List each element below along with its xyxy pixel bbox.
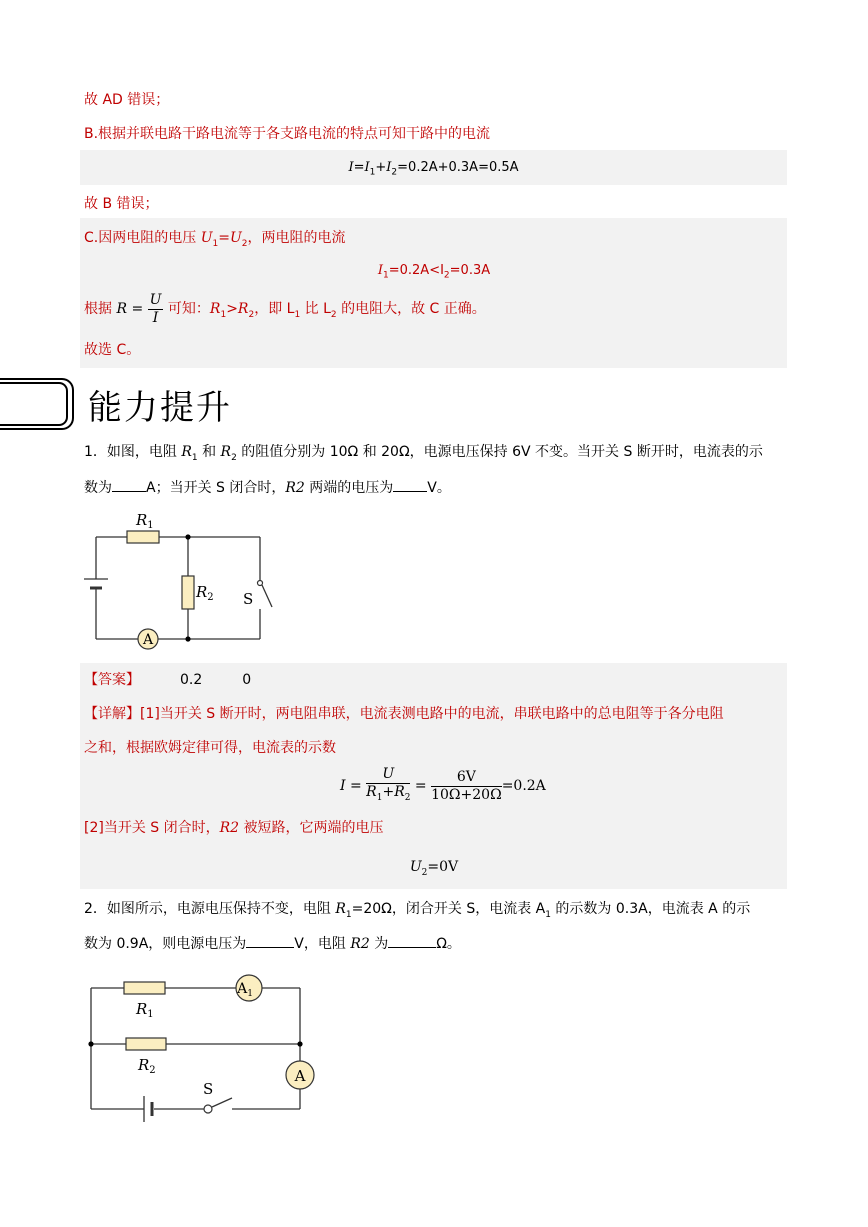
q1-detail-line2: 之和，根据欧姆定律可得，电流表的示数 (84, 740, 336, 756)
q2-blank-2[interactable] (388, 933, 436, 948)
fraction-6v-over-30ohm: $\frac{6V}{10\Omega+20\Omega}$ (431, 768, 502, 803)
section-heading-box-inner (0, 382, 68, 426)
q1-answer-2: 0 (242, 672, 252, 688)
junction-dot (185, 636, 190, 641)
q1-answer-row: 【答案】 0.2 0 (84, 672, 252, 688)
q2-blank-1[interactable] (246, 933, 294, 948)
q1-stem-line2: 数为 A；当开关 S 闭合时，R2 两端的电压为 V。 (84, 477, 451, 498)
q2-stem-line1: 2．如图所示，电源电压保持不变，电阻 $R_1=20\Omega$，闭合开关 S，电流表 $A_1$ 的示数为 0.3A，电流表 A 的示 (84, 901, 751, 920)
label-r1: $R_1$ (136, 1000, 154, 1020)
ammeter-label: A (142, 632, 154, 648)
label-r2: $R_2$ (138, 1056, 156, 1076)
resistor-r2 (182, 576, 194, 609)
solution-line-ad: 故 AD 错误； (84, 92, 170, 108)
junction-dot (88, 1041, 93, 1046)
ammeter-a-label: A (294, 1067, 306, 1085)
solution-line-c: C.因两电阻的电压 $U_1=U_2$，两电阻的电流 (84, 230, 346, 249)
equation-total-current: $I=I_1+I_2=0.2A+0.3A=0.5A$ (348, 160, 519, 178)
label-switch-s: S (203, 1080, 214, 1098)
solution-final-choice: 故选 C。 (84, 342, 141, 358)
q1-equation-u2: $U_2=0V$ (409, 859, 459, 878)
switch-contact (258, 581, 263, 586)
junction-dot (185, 534, 190, 539)
solution-line-b-wrong: 故 B 错误； (84, 196, 159, 212)
equation-branch-currents: $I_1=0.2A<I_2=0.3A$ (377, 263, 491, 281)
label-r1: $R_1$ (136, 511, 154, 531)
q1-equation-ohm: I = $\frac{U}{R_1+R_2}$ = $\frac{6V}{10\Omega+20\Omega}$ =0.2A (340, 764, 546, 808)
equation-shade-1 (80, 150, 787, 185)
fraction-u-over-r: $\frac{U}{R_1+R_2}$ (366, 765, 411, 803)
q2-stem-line2: 数为 0.9A，则电源电压为 V，电阻 R2 为 Ω。 (84, 933, 461, 954)
resistor-r1 (124, 982, 165, 994)
q1-blank-2[interactable] (393, 477, 427, 492)
resistor-r2 (126, 1038, 166, 1050)
junction-dot (297, 1041, 302, 1046)
q1-blank-1[interactable] (112, 477, 146, 492)
q1-detail-line3: [2]当开关 S 闭合时，R2 被短路，它两端的电压 (84, 820, 384, 836)
formula-r-u-over-i: $\frac{U}{I}$ (149, 291, 162, 326)
label-r2: $R_2$ (196, 583, 214, 603)
section-heading: 能力提升 (88, 388, 232, 428)
q1-answer-1: 0.2 (180, 672, 203, 688)
q1-circuit-diagram (80, 505, 290, 655)
q1-stem-line1: 1．如图，电阻 $R_1$ 和 $R_2$ 的阻值分别为 10Ω 和 20Ω，电源电压保持 6V 不变。当开关 S 断开时，电流表的示 (84, 444, 763, 463)
resistor-r1 (127, 531, 159, 543)
q1-detail-line1: 【详解】[1]当开关 S 断开时，两电阻串联，电流表测电路中的电流，串联电路中的总电阻等于各分电阻 (84, 706, 724, 722)
switch-contact (204, 1105, 212, 1113)
ammeter-a1-label: $A_1$ (237, 981, 253, 999)
label-switch-s: S (243, 590, 254, 608)
solution-line-b: B.根据并联电路干路电流等于各支路电流的特点可知干路中的电流 (84, 126, 491, 142)
q2-circuit-diagram (80, 970, 330, 1130)
solution-line-c-conclusion: 根据 R = $\frac{U}{I}$ 可知：$R_1>R_2$，即 $L_1$ 比 $L_2$ 的电阻大，故 C 正确。 (84, 291, 486, 326)
